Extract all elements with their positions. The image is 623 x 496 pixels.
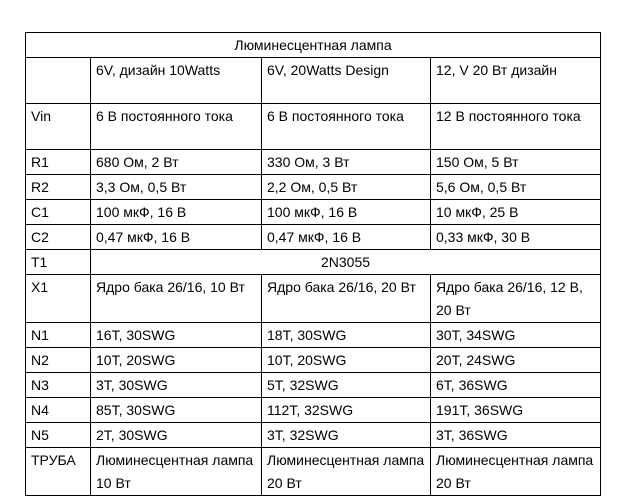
row-label: N3 xyxy=(26,373,91,398)
table-cell: 3T, 36SWG xyxy=(431,423,601,448)
table-row-n5 xyxy=(26,423,601,448)
table-row-x1 xyxy=(26,275,601,323)
table-cell: 100 мкФ, 16 В xyxy=(262,200,431,225)
row-label: N4 xyxy=(26,398,91,423)
table-row-n3 xyxy=(26,373,601,398)
table-cell: 30T, 34SWG xyxy=(431,323,601,348)
merged-cell: 2N3055 xyxy=(91,250,601,275)
table-cell: Ядро бака 26/16, 10 Вт xyxy=(91,275,262,323)
row-label: C2 xyxy=(26,225,91,250)
table-cell: 680 Ом, 2 Вт xyxy=(91,150,262,175)
table-cell: 10T, 20SWG xyxy=(91,348,262,373)
row-label: X1 xyxy=(26,275,91,323)
table-cell: 0,47 мкФ, 16 В xyxy=(91,225,262,250)
table-cell: 112T, 32SWG xyxy=(262,398,431,423)
table-title-row xyxy=(26,33,601,58)
table-cell: 20T, 24SWG xyxy=(431,348,601,373)
table-cell: 150 Ом, 5 Вт xyxy=(431,150,601,175)
table-cell: 2T, 30SWG xyxy=(91,423,262,448)
row-label: R2 xyxy=(26,175,91,200)
table-row-t1 xyxy=(26,250,601,275)
table-row-tube xyxy=(26,448,601,496)
table-cell: 100 мкФ, 16 В xyxy=(91,200,262,225)
table-row-vin xyxy=(26,104,601,150)
row-label: R1 xyxy=(26,150,91,175)
row-label: Vin xyxy=(26,104,91,150)
table-cell: 5T, 32SWG xyxy=(262,373,431,398)
table-cell: 6T, 36SWG xyxy=(431,373,601,398)
table-row-c2 xyxy=(26,225,601,250)
row-label: C1 xyxy=(26,200,91,225)
table-cell: 3T, 32SWG xyxy=(262,423,431,448)
table-cell: 5,6 Ом, 0,5 Вт xyxy=(431,175,601,200)
table-cell: 0,33 мкФ, 30 В xyxy=(431,225,601,250)
table-cell: 6 В постоянного тока xyxy=(91,104,262,150)
column-header-row xyxy=(26,58,601,104)
table-cell: Люминесцентная лампа 20 Вт xyxy=(431,448,601,496)
column-header: 6V, дизайн 10Watts xyxy=(91,58,262,104)
table-cell: 2,2 Ом, 0,5 Вт xyxy=(262,175,431,200)
row-label: N5 xyxy=(26,423,91,448)
table-cell: Люминесцентная лампа 10 Вт xyxy=(91,448,262,496)
table-row-r2 xyxy=(26,175,601,200)
table-cell: 191T, 36SWG xyxy=(431,398,601,423)
table-cell: 16T, 30SWG xyxy=(91,323,262,348)
table-cell: 3T, 30SWG xyxy=(91,373,262,398)
table-cell: Люминесцентная лампа 20 Вт xyxy=(262,448,431,496)
table-row-n1 xyxy=(26,323,601,348)
table-cell: 10T, 20SWG xyxy=(262,348,431,373)
table-row-n4 xyxy=(26,398,601,423)
row-label: N2 xyxy=(26,348,91,373)
table-cell: 330 Ом, 3 Вт xyxy=(262,150,431,175)
column-header: 12, V 20 Вт дизайн xyxy=(431,58,601,104)
table-row-c1 xyxy=(26,200,601,225)
table-cell: Ядро бака 26/16, 12 В, 20 Вт xyxy=(431,275,601,323)
row-label: ТРУБА xyxy=(26,448,91,496)
table-row-n2 xyxy=(26,348,601,373)
table-row-r1 xyxy=(26,150,601,175)
table-cell: 3,3 Ом, 0,5 Вт xyxy=(91,175,262,200)
component-table xyxy=(25,32,601,496)
table-title: Люминесцентная лампа xyxy=(26,33,601,58)
row-label: T1 xyxy=(26,250,91,275)
table-cell: Ядро бака 26/16, 20 Вт xyxy=(262,275,431,323)
table-cell: 10 мкФ, 25 В xyxy=(431,200,601,225)
table-cell: 18T, 30SWG xyxy=(262,323,431,348)
table-cell: 85T, 30SWG xyxy=(91,398,262,423)
column-header: 6V, 20Watts Design xyxy=(262,58,431,104)
table-cell: 6 В постоянного тока xyxy=(262,104,431,150)
table-cell: 0,47 мкФ, 16 В xyxy=(262,225,431,250)
row-label: N1 xyxy=(26,323,91,348)
header-corner-cell xyxy=(26,58,91,104)
table-cell: 12 В постоянного тока xyxy=(431,104,601,150)
